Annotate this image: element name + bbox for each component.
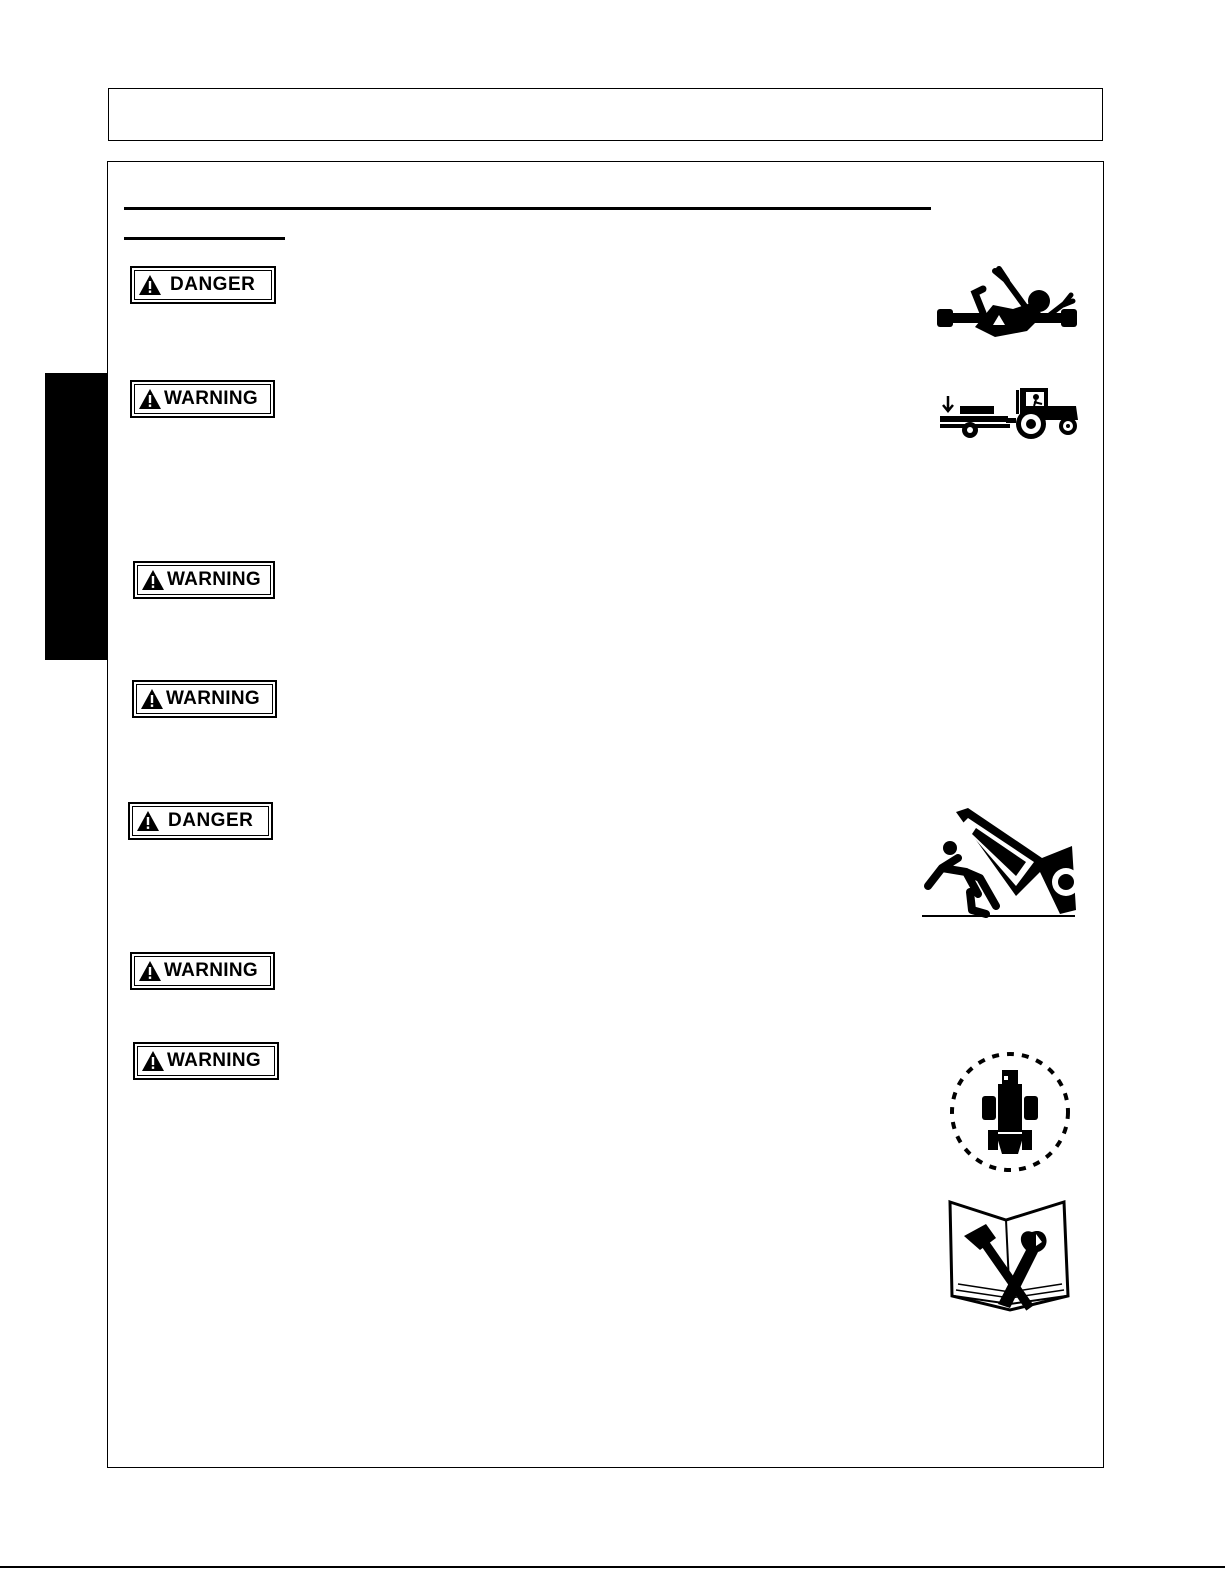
warning-sign: [132, 680, 277, 718]
manual-tools-icon: [944, 1196, 1076, 1314]
sign-label: DANGER: [170, 274, 256, 295]
sign-label: WARNING: [164, 960, 258, 981]
danger-sign: [128, 802, 273, 840]
warning-sign: [130, 952, 275, 990]
danger-sign: [130, 266, 276, 304]
tractor-hitch-icon: [936, 380, 1081, 442]
section-title-rule: [124, 207, 931, 210]
sign-label: WARNING: [167, 1050, 261, 1071]
section-side-tab: [45, 373, 107, 660]
alert-triangle-icon: [138, 274, 162, 296]
subsection-title-rule: [124, 237, 285, 240]
alert-triangle-icon: [136, 810, 160, 832]
alert-triangle-icon: [138, 388, 162, 410]
warning-sign: [130, 380, 275, 418]
alert-triangle-icon: [140, 688, 164, 710]
runover-hazard-icon: [920, 806, 1078, 918]
sign-label: WARNING: [166, 688, 260, 709]
entanglement-hazard-icon: [935, 265, 1080, 343]
warning-sign: [133, 1042, 279, 1080]
alert-triangle-icon: [141, 569, 165, 591]
sign-label: WARNING: [164, 388, 258, 409]
alert-triangle-icon: [141, 1050, 165, 1072]
footer-rule: [0, 1566, 1225, 1568]
sign-label: WARNING: [167, 569, 261, 590]
alert-triangle-icon: [138, 960, 162, 982]
warning-sign: [133, 561, 275, 599]
bystander-zone-icon: [944, 1048, 1076, 1176]
sign-label: DANGER: [168, 810, 254, 831]
page-header-box: [108, 88, 1103, 141]
